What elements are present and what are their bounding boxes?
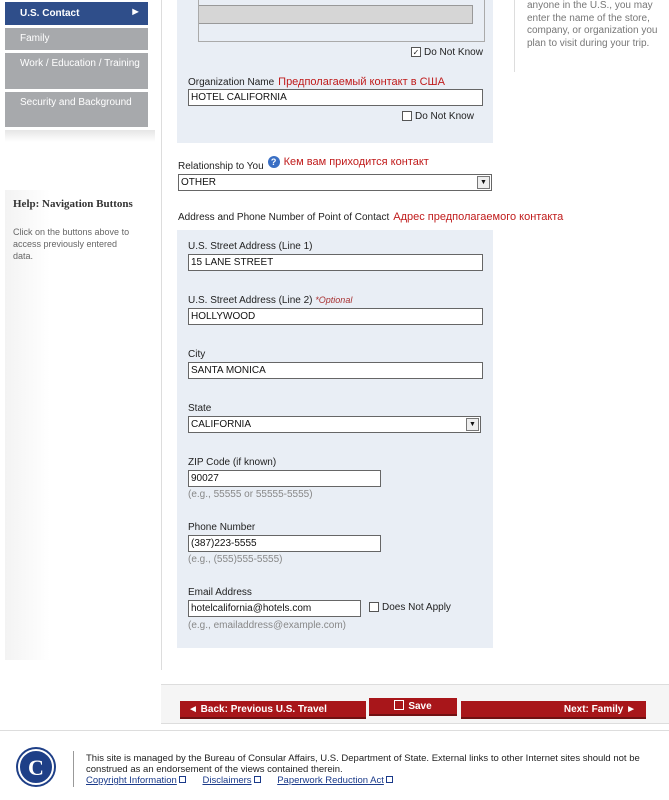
sidebar-item-work-education[interactable] <box>5 53 148 89</box>
street1-label: U.S. Street Address (Line 1) <box>188 241 313 252</box>
street2-input[interactable]: HOLLYWOOD <box>188 308 483 325</box>
phone-hint: (e.g., (555)555-5555) <box>188 554 283 565</box>
button-bar <box>161 684 669 724</box>
city-label: City <box>188 349 206 360</box>
chevron-down-icon[interactable]: ▼ <box>477 176 490 189</box>
org-name-translation: Предполагаемый контакт в США <box>278 76 445 88</box>
sidebar-item-label: Family <box>20 33 50 44</box>
external-link-icon <box>386 776 393 783</box>
sidebar-item-us-contact[interactable] <box>5 2 148 25</box>
email-input[interactable]: hotelcalifornia@hotels.com <box>188 600 361 617</box>
address-section-label: Address and Phone Number of Point of Contact Адрес предполагаемого контакта <box>178 211 564 223</box>
email-does-not-apply[interactable]: Does Not Apply <box>369 602 451 613</box>
sidebar-item-family[interactable] <box>5 28 148 50</box>
city-input[interactable]: SANTA MONICA <box>188 362 483 379</box>
org-do-not-know[interactable]: Do Not Know <box>402 111 474 122</box>
optional-marker: *Optional <box>315 295 353 305</box>
zip-hint: (e.g., 55555 or 55555-5555) <box>188 489 313 500</box>
help-title: Help: Navigation Buttons <box>13 198 133 210</box>
do-not-know-checkbox[interactable]: ✓ <box>412 48 420 58</box>
street1-input[interactable]: 15 LANE STREET <box>188 254 483 271</box>
state-select[interactable]: CALIFORNIA ▼ <box>188 416 481 433</box>
help-text: Click on the buttons above to access previously entered data. <box>13 227 130 261</box>
given-names-do-not-know[interactable]: ✓ Do Not Know <box>412 47 483 58</box>
save-icon <box>394 700 404 710</box>
relationship-select[interactable]: OTHER ▼ <box>178 174 492 191</box>
copyright-link[interactable]: Copyright Information <box>86 775 186 786</box>
given-names-container <box>198 0 485 42</box>
state-label: State <box>188 403 212 414</box>
street2-label: U.S. Street Address (Line 2) *Optional <box>188 295 353 306</box>
chevron-down-icon[interactable]: ▼ <box>466 418 479 431</box>
sidebar <box>0 0 155 660</box>
sidebar-item-label: Work / Education / Training <box>20 58 140 69</box>
email-hint: (e.g., emailaddress@example.com) <box>188 620 346 631</box>
sidebar-item-security[interactable] <box>5 92 148 127</box>
address-panel <box>177 230 493 648</box>
zip-label: ZIP Code (if known) <box>188 457 277 468</box>
external-link-icon <box>254 776 261 783</box>
sidebar-item-label: Security and Background <box>20 97 132 108</box>
phone-label: Phone Number <box>188 522 256 533</box>
consular-seal-logo: C <box>18 749 54 785</box>
external-link-icon <box>179 776 186 783</box>
right-help-panel <box>514 0 669 72</box>
right-help-text: anyone in the U.S., you may enter the name of the store, company, or organization you plan to visit during your trip. <box>527 0 658 49</box>
org-name-label: Organization Name Предполагаемый контакт в США <box>188 76 445 88</box>
email-label: Email Address <box>188 587 252 598</box>
relationship-label: Relationship to You ? Кем вам приходится контакт <box>178 156 429 172</box>
next-button[interactable]: Next: Family ► <box>461 701 646 719</box>
zip-input[interactable]: 90027 <box>188 470 381 487</box>
back-button[interactable]: ◄ Back: Previous U.S. Travel <box>180 701 366 719</box>
footer <box>0 730 669 800</box>
phone-input[interactable]: (387)223-5555 <box>188 535 381 552</box>
footer-divider <box>73 751 74 787</box>
sidebar-item-label: U.S. Contact <box>20 8 80 19</box>
relationship-translation: Кем вам приходится контакт <box>283 156 429 168</box>
footer-text: This site is managed by the Bureau of Consular Affairs, U.S. Department of State. External links to other Internet sites should not be construed as an endorsement of the views contained therein. <box>86 753 640 775</box>
organization-name-input[interactable]: HOTEL CALIFORNIA <box>188 89 483 106</box>
save-button[interactable]: Save <box>369 698 457 716</box>
help-panel <box>5 190 155 660</box>
help-icon[interactable]: ? <box>268 156 280 168</box>
does-not-apply-checkbox[interactable] <box>369 602 379 612</box>
sidebar-divider <box>5 130 155 142</box>
footer-links <box>86 775 407 786</box>
disclaimers-link[interactable]: Disclaimers <box>202 775 260 786</box>
form-area <box>161 0 669 670</box>
do-not-know-checkbox[interactable] <box>402 111 412 121</box>
paperwork-reduction-link[interactable]: Paperwork Reduction Act <box>277 775 393 786</box>
chevron-right-icon: ► <box>130 6 141 18</box>
address-section-translation: Адрес предполагаемого контакта <box>393 211 564 223</box>
